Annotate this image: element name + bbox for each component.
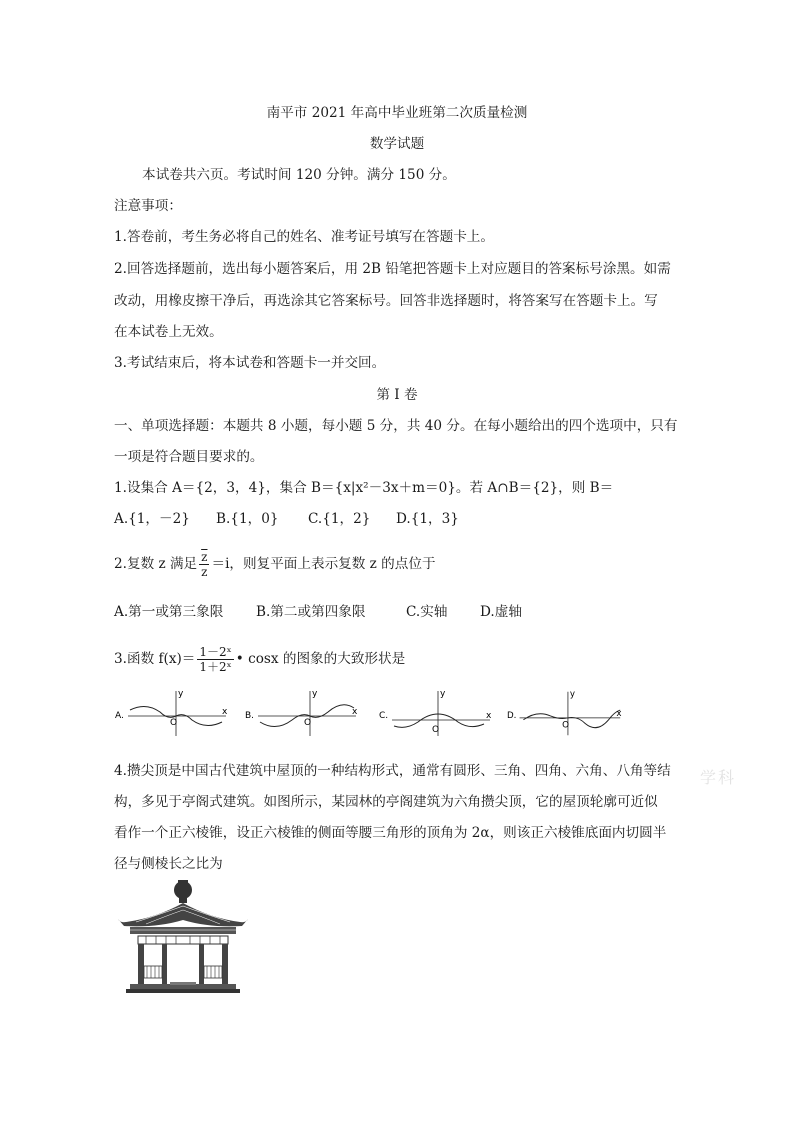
question-3-fraction — [197, 645, 233, 674]
fraction-denominator: 1＋2ˣ — [199, 660, 232, 674]
note-line: 在本试卷上无效。 — [114, 324, 223, 340]
question-2-option-c: C.实轴 — [406, 604, 448, 620]
question-3-stem — [114, 643, 405, 675]
graph-label: D. — [506, 710, 517, 721]
graph-option-d — [506, 688, 626, 738]
section-heading: 一、单项选择题：本题共 8 小题，每小题 5 分，共 40 分。在每小题给出的四个选项中，只有 — [114, 418, 678, 434]
origin-label: O — [170, 718, 178, 728]
note-line: 改动，用橡皮擦干净后，再选涂其它答案标号。回答非选择题时，将答案写在答题卡上。写 — [114, 293, 658, 309]
x-axis-label: x — [486, 711, 492, 721]
y-axis-label: y — [178, 689, 184, 699]
y-axis-label: y — [569, 689, 576, 700]
function-curve — [523, 710, 620, 728]
exam-title: 南平市 2021 年高中毕业班第二次质量检测 — [266, 105, 528, 121]
origin-label: O — [304, 718, 312, 728]
faint-watermark: 学科 — [700, 768, 737, 787]
question-2-fraction — [199, 550, 209, 579]
fraction-numerator: 1－2ˣ — [199, 645, 232, 659]
graph-label: B. — [245, 711, 255, 721]
question-4-line: 看作一个正六棱锥，设正六棱锥的侧面等腰三角形的顶角为 2α，则该正六棱锥底面内切圆半 — [114, 825, 667, 841]
graph-label: A. — [115, 711, 124, 721]
note-line: 3.考试结束后，将本试卷和答题卡一并交回。 — [114, 355, 386, 371]
y-axis-label: y — [312, 689, 318, 699]
fraction-numerator: $\overline{z}$ — [201, 550, 208, 564]
exam-subject: 数学试题 — [369, 136, 425, 152]
question-2-stem — [114, 549, 436, 579]
section-heading: 一项是符合题目要求的。 — [114, 449, 264, 465]
x-axis-label: x — [352, 707, 358, 717]
question-4-line: 4.攒尖顶是中国古代建筑中屋顶的一种结构形式，通常有圆形、三角、四角、六角、八角等结 — [114, 763, 671, 779]
origin-label: O — [562, 720, 569, 731]
exam-intro: 本试卷共六页。考试时间 120 分钟。满分 150 分。 — [142, 167, 456, 183]
graph-option-b — [244, 688, 364, 738]
question-1-option-d: D.{1，3} — [396, 511, 459, 527]
question-3-suffix: • cosx 的图象的大致形状是 — [235, 651, 406, 667]
question-2-prefix: 2.复数 z 满足 — [114, 556, 198, 572]
x-axis-label: x — [616, 708, 622, 719]
graph-option-a — [114, 688, 234, 738]
pavilion-illustration — [116, 878, 250, 998]
question-1-option-a: A.{1，－2} — [114, 511, 190, 527]
question-3-prefix: 3.函数 f(x)＝ — [114, 651, 196, 667]
fraction-denominator: z — [201, 565, 208, 579]
note-line: 2.回答选择题前，选出每小题答案后，用 2B 铅笔把答题卡上对应题目的答案标号涂黑。如需 — [114, 261, 671, 277]
origin-label: O — [432, 725, 440, 735]
question-4-line: 径与侧棱长之比为 — [114, 856, 223, 872]
question-1-stem: 1.设集合 A＝{2，3，4}，集合 B＝{x|x²－3x＋m＝0}。若 A∩B＝{2}，则 B＝ — [114, 480, 614, 496]
notes-heading: 注意事项： — [114, 198, 182, 214]
question-1-option-b: B.{1，0} — [216, 511, 279, 527]
volume-heading: 第 I 卷 — [376, 387, 418, 403]
y-axis-label: y — [440, 689, 446, 699]
note-line: 1.答卷前，考生务必将自己的姓名、准考证号填写在答题卡上。 — [114, 229, 494, 245]
x-axis-label: x — [222, 707, 228, 717]
question-2-option-a: A.第一或第三象限 — [114, 604, 224, 620]
question-1-option-c: C.{1，2} — [308, 511, 371, 527]
graph-label: C. — [379, 711, 389, 721]
graph-option-c — [378, 688, 498, 738]
question-2-option-d: D.虚轴 — [480, 604, 522, 620]
question-2-option-b: B.第二或第四象限 — [256, 604, 366, 620]
question-4-line: 构，多见于亭阁式建筑。如图所示，某园林的亭阁建筑为六角攒尖顶，它的屋顶轮廓可近似 — [114, 794, 658, 810]
question-2-suffix: ＝i，则复平面上表示复数 z 的点位于 — [211, 556, 436, 572]
